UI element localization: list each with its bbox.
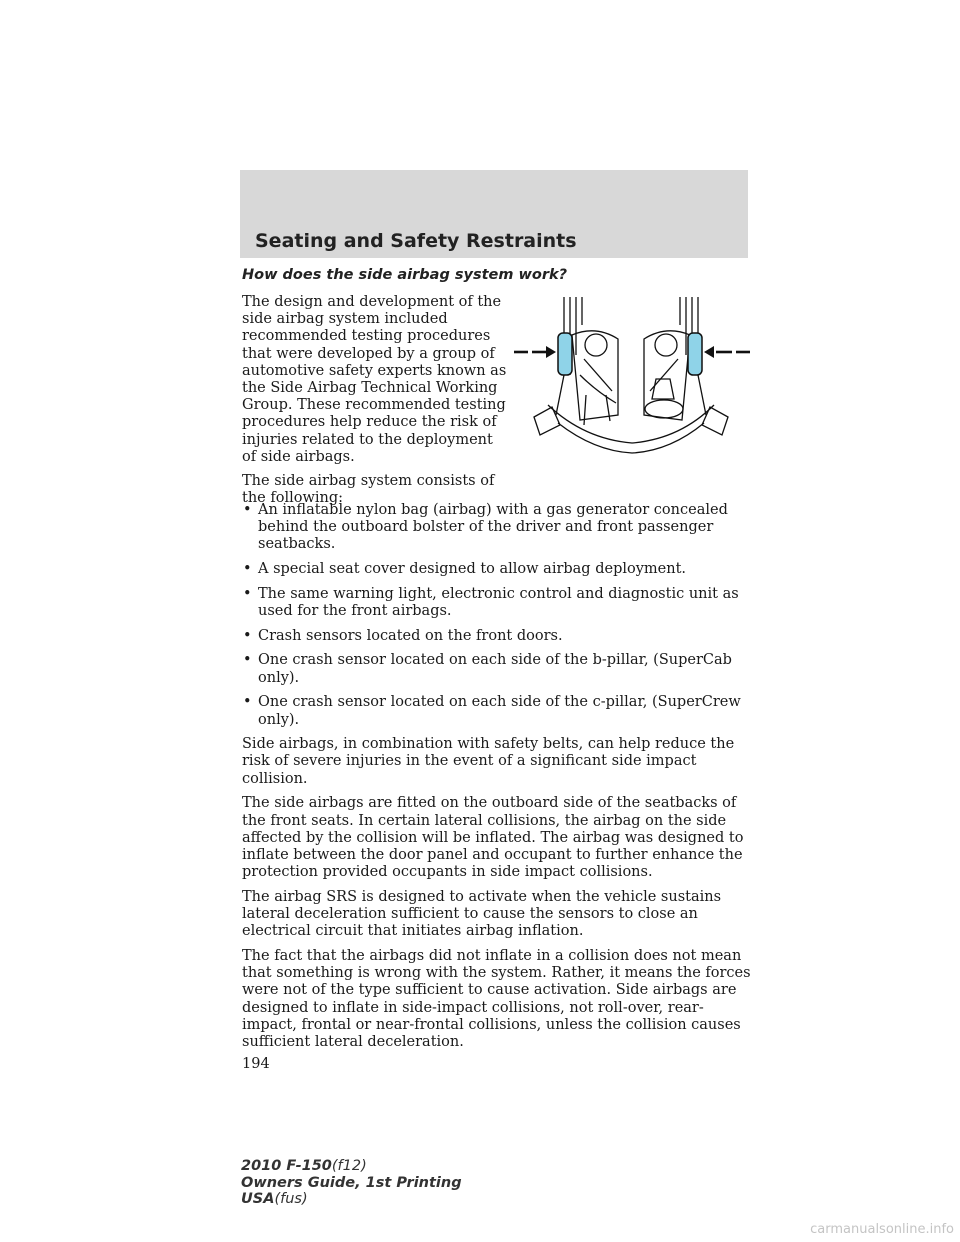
subheading: How does the side airbag system work?: [242, 267, 568, 283]
right-airbag: [688, 333, 702, 375]
intro-text: [242, 294, 510, 514]
paragraph: Side airbags, in combination with safety belts, can help reduce the risk of severe injuries in the event of a significant side impact collision.: [242, 736, 735, 787]
list-item: • Crash sensors located on the front doors.: [242, 628, 754, 645]
list-item: • A special seat cover designed to allow airbag deployment.: [242, 561, 754, 578]
footer-model-code: (f12): [331, 1158, 367, 1174]
list-item: • An inflatable nylon bag (airbag) with a gas generator concealed behind the outboard bolster of the driver and front passenger seatbacks.: [242, 502, 754, 554]
list-item: • The same warning light, electronic control and diagnostic unit as used for the front airbags.: [242, 586, 754, 620]
list-item: • One crash sensor located on each side of the c-pillar, (SuperCrew only).: [242, 694, 754, 728]
footer-market-code: (fus): [274, 1191, 308, 1207]
body-text: [242, 502, 754, 1073]
footer-market: USA: [241, 1191, 275, 1207]
intro-paragraph: The design and development of the side airbag system included recommended testing procedures that were developed by a group of automotive safety experts known as the Side Airbag Technical Working Group. These recommended testing procedures help reduce the risk of injuries related to the deployment of side airbags.: [242, 294, 507, 465]
paragraph: The fact that the airbags did not inflate in a collision does not mean that something is wrong with the system. Rather, it means the forces were not of the type sufficient to cause activation. Side airbags are designed to inflate in side-impact collisions, not roll-over, rear-impact, frontal or near-frontal collisions, unless the collision causes sufficient lateral deceleration.: [242, 947, 751, 1050]
paragraph: The side airbags are fitted on the outboard side of the seatbacks of the front seats. In certain lateral collisions, the airbag on the side affected by the collision will be inflated. The airbag was designed to inflate between the door panel and occupant to further enhance the protection provided occupants in side impact collisions.: [242, 795, 744, 881]
section-title: Seating and Safety Restraints: [255, 230, 577, 252]
footer-model: 2010 F-150: [241, 1158, 332, 1174]
watermark: carmanualsonline.info: [810, 1222, 954, 1237]
paragraph: The airbag SRS is designed to activate when the vehicle sustains lateral deceleration sufficient to cause the sensors to close an electrical circuit that initiates airbag inflation.: [242, 888, 722, 940]
list-item: • One crash sensor located on each side of the b-pillar, (SuperCab only).: [242, 652, 754, 686]
bullet-list: [242, 502, 754, 729]
page-number: 194: [242, 1055, 270, 1072]
footer-printing: Owners Guide, 1st Printing: [241, 1174, 462, 1191]
left-airbag: [558, 333, 572, 375]
side-airbag-illustration: [514, 295, 750, 461]
intro-paragraph: The side airbag system consists of the following:: [242, 473, 495, 507]
print-footer: [241, 1158, 462, 1208]
